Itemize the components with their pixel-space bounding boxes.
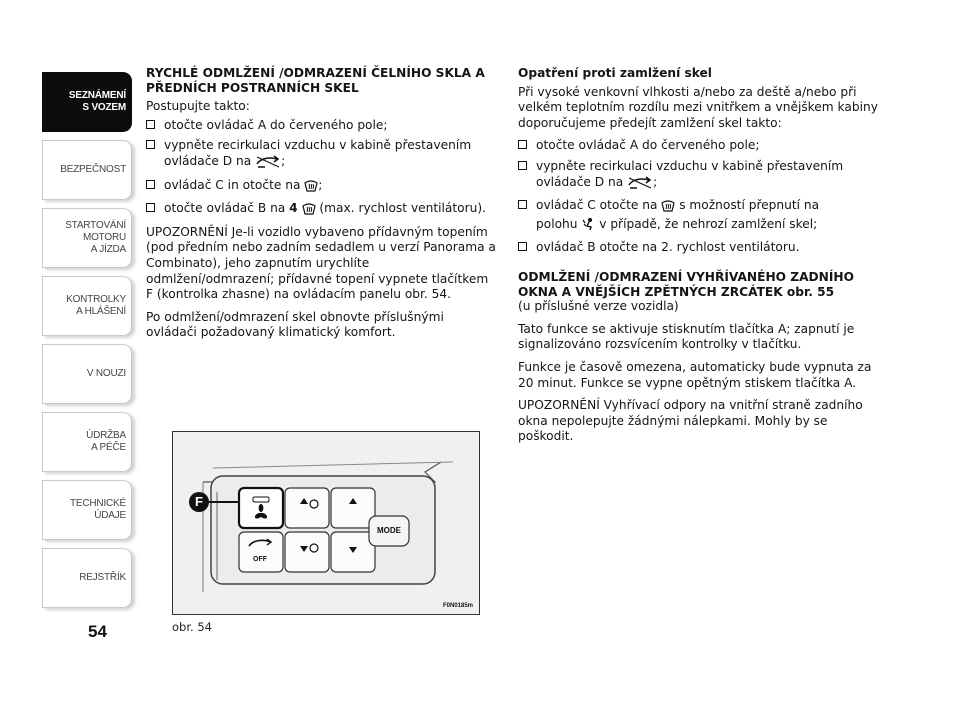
fan-speed-value: 4 [289,201,298,216]
tab-udrzba-a-pece[interactable] [42,412,132,472]
list-item: otočte ovládač B na 4 (max. rychlost ventilátoru). [146,201,498,220]
tab-kontrolky-a-hlaseni[interactable] [42,276,132,336]
list-item: ovládač C otočte na s možností přepnutí na polohu v případě, že nehrozí zamlžení skel; [518,198,878,235]
checkbox-bullet-icon [146,140,155,149]
tab-label: BEZPEČNOST [60,164,126,175]
chapter-tabs [42,72,132,616]
mode-button-label: MODE [377,526,401,535]
tab-technicke-udaje[interactable] [42,480,132,540]
version-note: (u příslušné verze vozidla) [518,299,679,314]
list-item: otočte ovládač A do červeného pole; [518,138,878,154]
checkbox-bullet-icon [518,140,527,149]
list-item: vypněte recirkulaci vzduchu v kabině přestavením ovládače D na ; [518,159,878,193]
list-item: ovládač C in otočte na ; [146,178,498,197]
list-item: otočte ovládač A do červeného pole; [146,118,498,134]
windshield-defrost-icon [661,199,675,217]
note-auxiliary-heater: UPOZORNĚNÍ Je-li vozidlo vybaveno přídavným topením (pod předním nebo zadním sedadlem u verzí Panorama a Combinato), jeho zapnutím urychlíte odmlžení/odmrazení; přídavné topení vypnete tlačítkem F (kontrolka zhasne) na ovládacím panelu obr. 54. [146,224,496,302]
checkbox-bullet-icon [518,242,527,251]
tab-startovani-motoru[interactable] [42,208,132,268]
tab-rejstrik[interactable] [42,548,132,608]
figure-caption: obr. 54 [172,620,212,634]
tab-label: TECHNICKÉ ÚDAJE [70,498,126,521]
paragraph-timer: Funkce je časově omezena, automaticky bude vypnuta za 20 minut. Funkce se vypne opětným stiskem tlačítka A. [518,359,872,390]
feet-windshield-icon [581,217,595,236]
tab-label: ÚDRŽBA A PÉČE [86,430,126,453]
checkbox-bullet-icon [518,200,527,209]
right-column [518,66,878,452]
list-item: ovládač B otočte na 2. rychlost ventilátoru. [518,240,878,256]
tab-v-nouzi[interactable] [42,344,132,404]
section-heading-anti-fog: Opatření proti zamlžení skel [518,66,712,80]
page-number: 54 [88,622,107,641]
list-item: vypněte recirkulaci vzduchu v kabině přestavením ovládače D na ; [146,138,498,172]
left-column [146,66,498,348]
warning-heating-resistors: UPOZORNĚNÍ Vyhřívací odpory na vnitřní straně zadního okna nepolepujte žádnými nálepkami. Mohly by se poškodit. [518,398,863,444]
section-heading-quick-defog: RYCHLÉ ODMLŽENÍ /ODMRAZENÍ ČELNÍHO SKLA A PŘEDNÍCH POSTRANNÍCH SKEL [146,66,485,95]
callout-f-badge: F [189,492,209,512]
tab-bezpecnost[interactable] [42,140,132,200]
checkbox-bullet-icon [146,180,155,189]
section-heading-rear-window-defrost: ODMLŽENÍ /ODMRAZENÍ VYHŘÍVANÉHO ZADNÍHO OKNA A VNĚJŠÍCH ZPĚTNÝCH ZRCÁTEK obr. 55 [518,269,854,299]
tab-label: SEZNÁMENÍ S VOZEM [68,90,126,113]
figure-code: F0N0185m [442,603,473,609]
checkbox-bullet-icon [146,203,155,212]
tab-seznameni-s-vozem[interactable] [42,72,132,132]
control-panel-illustration [173,432,479,614]
tab-label: STARTOVÁNÍ MOTORU A JÍZDA [65,220,126,255]
windshield-defrost-icon [304,179,318,197]
tab-label: V NOUZI [86,368,126,379]
figure-control-panel [172,431,480,615]
recirculation-off-icon [627,176,653,194]
tab-label: REJSTŘÍK [79,572,126,583]
tab-label: KONTROLKY A HLÁŠENÍ [66,294,126,317]
checkbox-bullet-icon [146,120,155,129]
intro-text: Postupujte takto: [146,99,250,114]
paragraph-restore-comfort: Po odmlžení/odmrazení skel obnovte příslušnými ovládači požadovaný klimatický komfort. [146,309,444,340]
checkbox-bullet-icon [518,161,527,170]
paragraph-activation: Tato funkce se aktivuje stisknutím tlačítka A; zapnutí je signalizováno rozsvícením kontrolky v tlačítku. [518,321,855,352]
intro-text: Při vysoké venkovní vlhkosti a/nebo za deště a/nebo při velkém teplotním rozdílu mezi vnitřkem a vnějškem kabiny doporučujeme předejít zamlžení skel takto: [518,84,878,130]
callout-f-line [209,501,239,503]
windshield-defrost-icon [302,202,316,220]
off-label: OFF [253,556,267,563]
recirculation-off-icon [255,155,281,173]
